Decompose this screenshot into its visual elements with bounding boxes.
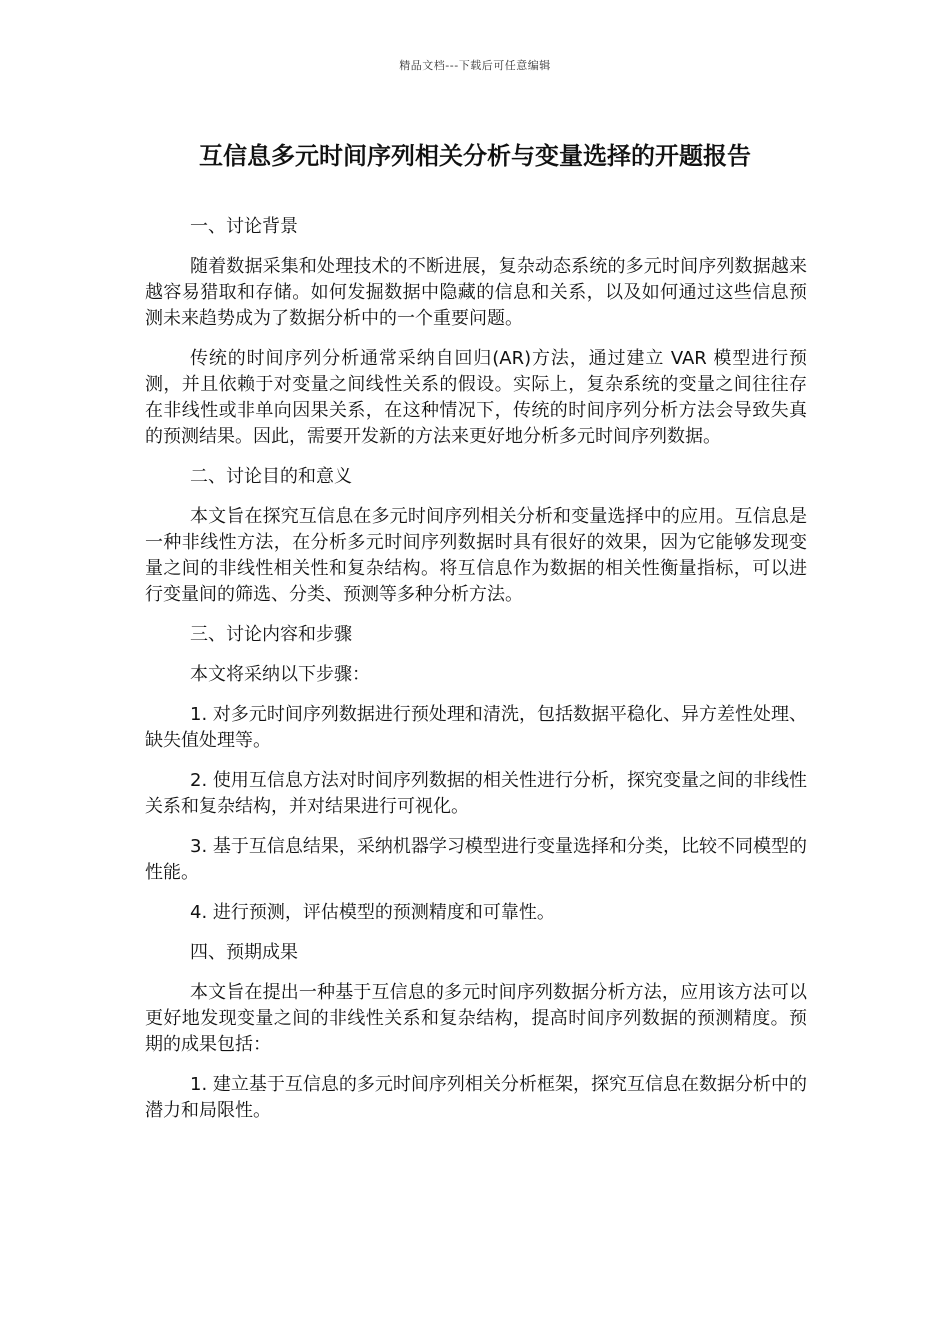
section-heading-purpose: 二、讨论目的和意义 [190,466,352,487]
list-item-step-2: 2. 使用互信息方法对时间序列数据的相关性进行分析，探究变量之间的非线性关系和复杂结构，并对结果进行可视化。 [145,770,807,817]
section-heading-steps: 三、讨论内容和步骤 [190,624,352,645]
list-item-step-3: 3. 基于互信息结果，采纳机器学习模型进行变量选择和分类，比较不同模型的性能。 [145,836,807,883]
paragraph-steps-intro: 本文将采纳以下步骤： [190,664,370,685]
section-heading-background: 一、讨论背景 [190,216,298,237]
list-item-step-1: 1. 对多元时间序列数据进行预处理和清洗，包括数据平稳化、异方差性处理、缺失值处理等。 [145,704,807,751]
document-title: 互信息多元时间序列相关分析与变量选择的开题报告 [199,142,751,170]
list-item-step-4: 4. 进行预测，评估模型的预测精度和可靠性。 [190,902,555,923]
paragraph-background-1: 随着数据采集和处理技术的不断进展，复杂动态系统的多元时间序列数据越来越容易猎取和存储。如何发掘数据中隐藏的信息和关系，以及如何通过这些信息预测未来趋势成为了数据分析中的一个重要问题。 [145,256,807,329]
document-body [145,214,807,1124]
list-item-outcome-1: 1. 建立基于互信息的多元时间序列相关分析框架，探究互信息在数据分析中的潜力和局限性。 [145,1074,807,1121]
paragraph-outcomes: 本文旨在提出一种基于互信息的多元时间序列数据分析方法，应用该方法可以更好地发现变量之间的非线性关系和复杂结构，提高时间序列数据的预测精度。预期的成果包括： [145,982,807,1055]
page-header-watermark: 精品文档---下载后可任意编辑 [399,59,551,72]
section-heading-outcomes: 四、预期成果 [190,942,298,963]
paragraph-background-2: 传统的时间序列分析通常采纳自回归(AR)方法，通过建立 VAR 模型进行预测，并且依赖于对变量之间线性关系的假设。实际上，复杂系统的变量之间往往存在非线性或非单向因果关系，在这种情况下，传统的时间序列分析方法会导致失真的预测结果。因此，需要开发新的方法来更好地分析多元时间序列数据。 [145,348,807,447]
paragraph-purpose: 本文旨在探究互信息在多元时间序列相关分析和变量选择中的应用。互信息是一种非线性方法，在分析多元时间序列数据时具有很好的效果，因为它能够发现变量之间的非线性相关性和复杂结构。将互信息作为数据的相关性衡量指标，可以进行变量间的筛选、分类、预测等多种分析方法。 [145,506,807,605]
